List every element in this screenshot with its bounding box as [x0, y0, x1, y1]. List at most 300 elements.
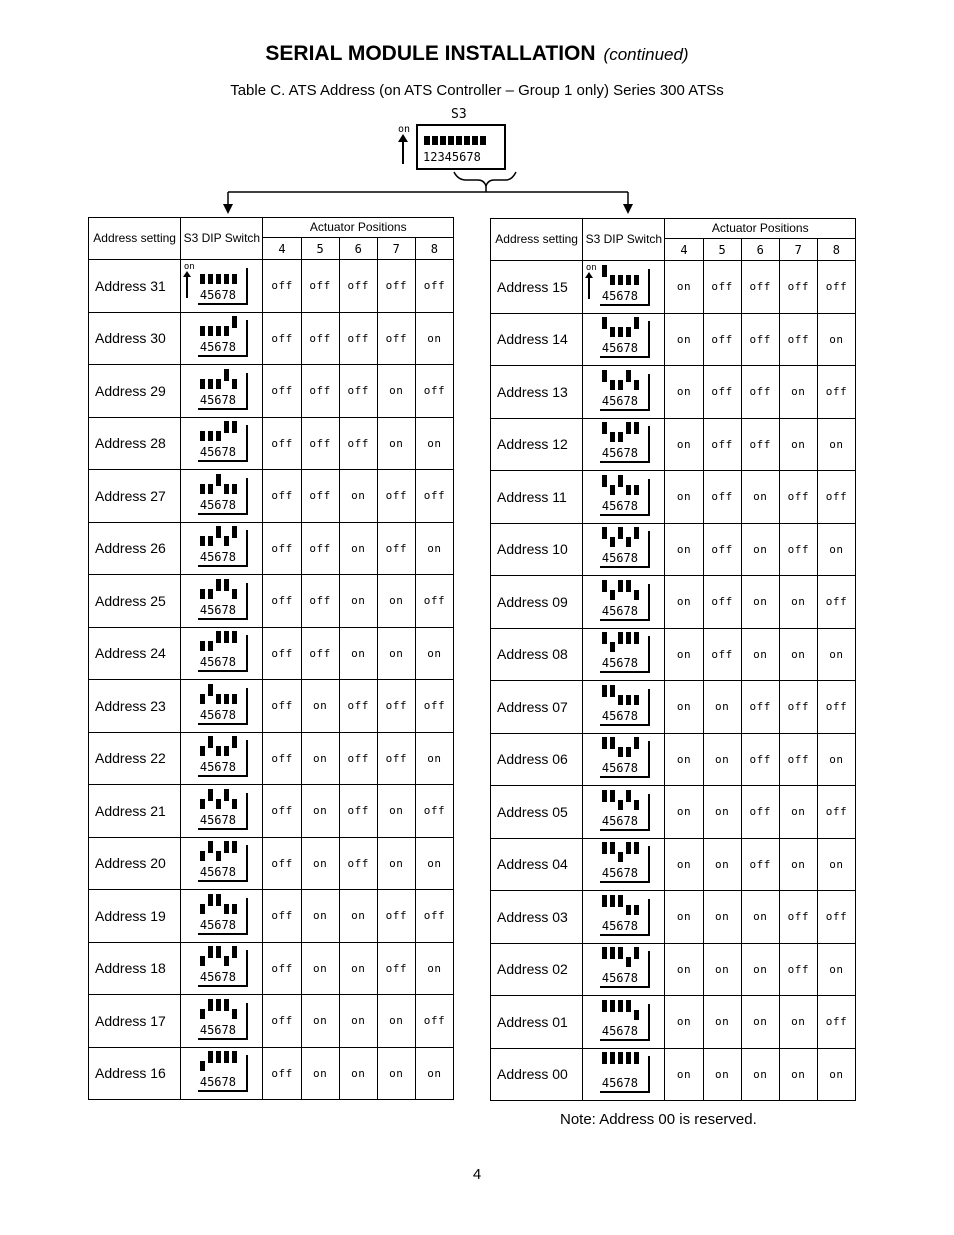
actuator-off	[200, 851, 205, 861]
dip-actuators	[200, 845, 237, 857]
actuator-position: on	[779, 418, 817, 471]
actuator-off	[634, 380, 639, 390]
address-table-right	[490, 218, 856, 1101]
actuator-on	[216, 474, 221, 486]
table-row	[89, 627, 454, 680]
address-label: Address 13	[491, 366, 583, 419]
actuator-on	[602, 842, 607, 854]
actuator-position: on	[703, 786, 741, 839]
actuator-position: on	[665, 523, 703, 576]
actuator-off	[224, 956, 229, 966]
actuator-position: off	[263, 942, 301, 995]
actuator-on	[224, 579, 229, 591]
actuator-on	[618, 632, 623, 644]
actuator-off	[634, 800, 639, 810]
actuator-on	[634, 317, 639, 329]
dip-numbers: 45678	[601, 603, 638, 618]
dip-switch-cell	[181, 995, 263, 1048]
dip-switch-cell	[583, 628, 665, 681]
actuator-on	[634, 947, 639, 959]
actuator-position: on	[339, 575, 377, 628]
dip-numbers: 45678	[601, 551, 638, 566]
table-row	[89, 890, 454, 943]
dip-numbers: 45678	[199, 392, 236, 407]
actuator-off	[626, 957, 631, 967]
table-row	[491, 786, 856, 839]
actuator-on	[208, 841, 213, 853]
actuator-position: off	[339, 732, 377, 785]
actuator-on	[208, 736, 213, 748]
actuator-off	[200, 799, 205, 809]
dip-numbers: 45678	[601, 498, 638, 513]
actuator-position: on	[301, 995, 339, 1048]
actuator-position: on	[301, 732, 339, 785]
dip-actuators	[602, 269, 639, 281]
dip-switch-cell	[181, 942, 263, 995]
actuator-off	[200, 956, 205, 966]
actuator-off	[610, 537, 615, 547]
dip-switch-icon	[598, 477, 650, 517]
actuator-off	[626, 695, 631, 705]
dip-switch-icon	[585, 262, 650, 307]
table-row	[491, 943, 856, 996]
actuator-position: on	[339, 995, 377, 1048]
header-address-setting: Address setting	[491, 219, 583, 261]
actuator-position: off	[779, 733, 817, 786]
actuator-position: off	[817, 891, 855, 944]
actuator-position: on	[377, 365, 415, 418]
actuator-off	[610, 642, 615, 652]
actuator-position: off	[817, 786, 855, 839]
header-column-7: 7	[779, 239, 817, 261]
actuator-position: off	[779, 681, 817, 734]
table-row	[491, 261, 856, 314]
actuator-position: off	[263, 365, 301, 418]
actuator-off	[216, 326, 221, 336]
actuator-position: off	[741, 418, 779, 471]
actuator-position: off	[263, 785, 301, 838]
dip-actuators	[602, 794, 639, 806]
actuator-position: on	[301, 785, 339, 838]
table-row	[491, 838, 856, 891]
actuator-position: off	[779, 471, 817, 524]
address-label: Address 11	[491, 471, 583, 524]
table-row	[491, 733, 856, 786]
dip-numbers: 45678	[601, 1023, 638, 1038]
actuator-off	[200, 904, 205, 914]
table-row	[491, 471, 856, 524]
actuator-position: off	[263, 260, 301, 313]
dip-numbers: 45678	[601, 1076, 638, 1091]
table-row	[491, 576, 856, 629]
actuator-on	[626, 580, 631, 592]
address-label: Address 30	[89, 312, 181, 365]
actuator-off	[224, 536, 229, 546]
dip-numbers: 45678	[199, 287, 236, 302]
actuator-on	[618, 1052, 623, 1064]
actuator-position: off	[703, 366, 741, 419]
actuator-on	[634, 527, 639, 539]
actuator-on	[232, 316, 237, 328]
dip-numbers: 45678	[199, 550, 236, 565]
actuator-on	[208, 946, 213, 958]
actuator-position: off	[741, 366, 779, 419]
actuator-on	[232, 1051, 237, 1063]
actuator-position: off	[263, 312, 301, 365]
page-number: 4	[472, 1166, 482, 1183]
address-label: Address 08	[491, 628, 583, 681]
actuator-position: on	[817, 1048, 855, 1101]
dip-actuators	[602, 584, 639, 596]
actuator-on	[634, 1052, 639, 1064]
actuator-off	[232, 379, 237, 389]
address-label: Address 31	[89, 260, 181, 313]
actuator-on	[610, 895, 615, 907]
actuator-position: on	[741, 996, 779, 1049]
actuator-off	[200, 484, 205, 494]
dip-switch-icon	[598, 634, 650, 674]
dip-switch-icon	[598, 949, 650, 989]
actuator-position: on	[779, 838, 817, 891]
actuator-position: off	[377, 470, 415, 523]
actuator-position: on	[415, 837, 453, 890]
dip-numbers: 45678	[601, 446, 638, 461]
dip-actuators	[602, 374, 639, 386]
dip-switch-icon	[196, 423, 248, 463]
actuator-off	[208, 431, 213, 441]
actuator-position: on	[665, 366, 703, 419]
actuator-position: off	[263, 417, 301, 470]
actuator-position: on	[741, 471, 779, 524]
actuator-off	[610, 432, 615, 442]
header-column-5: 5	[703, 239, 741, 261]
address-label: Address 01	[491, 996, 583, 1049]
actuator-off	[610, 380, 615, 390]
actuator-position: on	[817, 418, 855, 471]
actuator-position: off	[703, 523, 741, 576]
actuator-on	[602, 685, 607, 697]
actuator-position: off	[301, 470, 339, 523]
dip-switch-cell	[181, 260, 263, 313]
actuator-on	[634, 422, 639, 434]
actuator-position: on	[779, 786, 817, 839]
on-arrow-icon	[186, 276, 188, 298]
table-row	[491, 628, 856, 681]
dip-switch-icon	[196, 686, 248, 726]
actuator-on	[626, 422, 631, 434]
actuator-position: off	[377, 890, 415, 943]
address-label: Address 12	[491, 418, 583, 471]
actuator-position: off	[263, 522, 301, 575]
actuator-position: off	[703, 471, 741, 524]
dip-switch-icon	[196, 843, 248, 883]
actuator-position: on	[339, 627, 377, 680]
actuator-on	[618, 475, 623, 487]
actuator-position: off	[339, 417, 377, 470]
address-label: Address 00	[491, 1048, 583, 1101]
reserved-note: Note: Address 00 is reserved.	[560, 1111, 757, 1128]
actuator-off	[208, 484, 213, 494]
actuator-position: on	[741, 1048, 779, 1101]
actuator-position: off	[703, 261, 741, 314]
table-row	[89, 837, 454, 890]
dip-actuators	[602, 1004, 639, 1016]
actuator-off	[610, 275, 615, 285]
address-label: Address 09	[491, 576, 583, 629]
dip-actuators	[200, 950, 237, 962]
dip-switch-cell	[583, 313, 665, 366]
dip-switch-cell	[583, 681, 665, 734]
actuator-on	[610, 1052, 615, 1064]
table-row	[89, 1047, 454, 1100]
dip-numbers: 45678	[199, 655, 236, 670]
dip-switch-cell	[583, 838, 665, 891]
actuator-off	[618, 380, 623, 390]
actuator-on	[602, 580, 607, 592]
actuator-off	[626, 537, 631, 547]
actuator-position: on	[377, 1047, 415, 1100]
actuator-position: on	[703, 733, 741, 786]
actuator-off	[610, 327, 615, 337]
actuator-on	[216, 631, 221, 643]
dip-switch-cell	[181, 1047, 263, 1100]
actuator-off	[618, 432, 623, 442]
dip-numbers: 45678	[601, 761, 638, 776]
table-caption: Table C. ATS Address (on ATS Controller – Group 1 only) Series 300 ATSs	[230, 82, 724, 99]
address-label: Address 06	[491, 733, 583, 786]
actuator-on	[626, 1000, 631, 1012]
table-row	[89, 732, 454, 785]
actuator-on	[216, 526, 221, 538]
actuator-off	[200, 746, 205, 756]
dip-actuators	[602, 741, 639, 753]
header-column-4: 4	[665, 239, 703, 261]
actuator-on	[602, 527, 607, 539]
actuator-off	[224, 694, 229, 704]
actuator-off	[634, 695, 639, 705]
actuator-on	[602, 475, 607, 487]
actuator-on	[232, 526, 237, 538]
actuator-off	[200, 694, 205, 704]
s3-label: S3	[451, 107, 467, 122]
dip-switch-icon	[598, 582, 650, 622]
actuator-position: off	[301, 522, 339, 575]
dip-switch-cell	[181, 837, 263, 890]
actuator-position: on	[339, 522, 377, 575]
actuator-position: off	[263, 837, 301, 890]
dip-switch-icon	[598, 372, 650, 412]
address-label: Address 03	[491, 891, 583, 944]
actuator-position: off	[703, 313, 741, 366]
header-row	[491, 219, 856, 239]
address-label: Address 10	[491, 523, 583, 576]
on-arrow-icon	[402, 140, 404, 164]
actuator-on	[610, 790, 615, 802]
actuator-position: on	[377, 575, 415, 628]
s3-switch-body	[416, 124, 506, 170]
actuator-off	[232, 904, 237, 914]
actuator-off	[634, 590, 639, 600]
table-row	[89, 260, 454, 313]
dip-switch-cell	[583, 1048, 665, 1101]
address-label: Address 07	[491, 681, 583, 734]
actuator-position: off	[741, 261, 779, 314]
actuator-on	[602, 947, 607, 959]
actuator-position: on	[665, 838, 703, 891]
dip-numbers: 45678	[601, 393, 638, 408]
actuator-off	[618, 800, 623, 810]
actuator-on	[610, 842, 615, 854]
dip-numbers: 45678	[199, 970, 236, 985]
actuator-on	[216, 946, 221, 958]
dip-switch-icon	[196, 318, 248, 358]
dip-actuators	[200, 635, 237, 647]
actuator-off	[200, 641, 205, 651]
dip-switch-icon	[183, 261, 248, 306]
header-column-4: 4	[263, 238, 301, 260]
actuator-off	[200, 326, 205, 336]
actuator-position: off	[415, 260, 453, 313]
header-column-8: 8	[415, 238, 453, 260]
address-label: Address 25	[89, 575, 181, 628]
actuator-position: off	[741, 313, 779, 366]
header-dip-switch: S3 DIP Switch	[181, 218, 263, 260]
dip-switch-icon	[196, 896, 248, 936]
actuator-position: off	[263, 995, 301, 1048]
actuator-off	[208, 379, 213, 389]
actuator-position: off	[741, 838, 779, 891]
actuator-on	[626, 1052, 631, 1064]
dip-switch-cell	[583, 523, 665, 576]
dip-actuators	[602, 689, 639, 701]
actuator-off	[224, 904, 229, 914]
dip-actuators	[200, 320, 237, 332]
actuator-position: on	[741, 576, 779, 629]
title-suffix: (continued)	[603, 45, 689, 64]
actuator-on	[232, 946, 237, 958]
dip-switch-cell	[181, 522, 263, 575]
dip-actuators	[602, 846, 639, 858]
actuator-off	[200, 274, 205, 284]
actuator-on	[208, 999, 213, 1011]
dip-actuators	[200, 530, 237, 542]
actuator-on	[224, 631, 229, 643]
actuator-position: off	[741, 681, 779, 734]
actuator-position: on	[817, 523, 855, 576]
actuator-position: on	[377, 995, 415, 1048]
actuator-on	[602, 632, 607, 644]
actuator-off	[224, 274, 229, 284]
actuator-off	[200, 536, 205, 546]
actuator-off	[634, 275, 639, 285]
actuator-position: off	[263, 732, 301, 785]
dip-numbers: 45678	[601, 341, 638, 356]
actuator-off	[216, 694, 221, 704]
actuator-position: on	[377, 837, 415, 890]
actuator-on	[208, 894, 213, 906]
actuator-position: off	[377, 732, 415, 785]
actuator-off	[208, 589, 213, 599]
dip-actuators	[200, 688, 237, 700]
actuator-position: on	[817, 628, 855, 681]
actuator-on	[610, 947, 615, 959]
actuator-position: on	[817, 943, 855, 996]
dip-switch-cell	[181, 417, 263, 470]
actuator-on	[208, 1051, 213, 1063]
address-label: Address 23	[89, 680, 181, 733]
actuator-position: off	[779, 523, 817, 576]
actuator-on	[224, 999, 229, 1011]
actuator-position: off	[339, 312, 377, 365]
actuator-position: off	[339, 260, 377, 313]
actuator-position: off	[339, 785, 377, 838]
actuator-off	[626, 327, 631, 337]
actuator-off	[618, 275, 623, 285]
actuator-position: on	[415, 627, 453, 680]
dip-actuators	[200, 1055, 237, 1067]
dip-switch-icon	[196, 371, 248, 411]
actuator-on	[626, 632, 631, 644]
actuator-position: on	[301, 680, 339, 733]
actuator-position: on	[741, 628, 779, 681]
actuator-on	[618, 895, 623, 907]
actuator-position: on	[301, 942, 339, 995]
actuator-off	[634, 485, 639, 495]
dip-actuators	[200, 793, 237, 805]
actuator-position: on	[301, 890, 339, 943]
actuator-on	[634, 737, 639, 749]
actuator-on	[602, 1052, 607, 1064]
actuator-on	[602, 737, 607, 749]
actuator-position: off	[779, 943, 817, 996]
actuator-off	[200, 1061, 205, 1071]
actuator-position: off	[301, 365, 339, 418]
actuator-position: on	[665, 628, 703, 681]
actuator-on	[224, 1051, 229, 1063]
actuator-position: off	[377, 312, 415, 365]
actuator-position: off	[741, 786, 779, 839]
actuator-on	[216, 894, 221, 906]
dip-switch-icon	[598, 1002, 650, 1042]
actuator-position: off	[263, 627, 301, 680]
actuator-off	[610, 590, 615, 600]
actuator-position: off	[415, 680, 453, 733]
table-row	[89, 470, 454, 523]
address-label: Address 27	[89, 470, 181, 523]
actuator-off	[232, 694, 237, 704]
dip-switch-icon	[598, 687, 650, 727]
actuator-on	[618, 580, 623, 592]
actuator-off	[208, 326, 213, 336]
dip-actuators	[602, 479, 639, 491]
dip-actuators	[602, 1056, 639, 1068]
connector-lines	[220, 166, 640, 216]
actuator-off	[618, 852, 623, 862]
actuator-off	[232, 274, 237, 284]
dip-switch-cell	[583, 943, 665, 996]
dip-switch-icon	[598, 529, 650, 569]
dip-numbers: 45678	[199, 1022, 236, 1037]
dip-switch-icon	[598, 844, 650, 884]
actuator-position: off	[339, 365, 377, 418]
actuator-on	[610, 1000, 615, 1012]
actuator-position: on	[415, 417, 453, 470]
on-arrow-icon	[588, 277, 590, 299]
dip-switch-cell	[583, 471, 665, 524]
actuator-on	[610, 737, 615, 749]
actuator-on	[618, 947, 623, 959]
table-row	[89, 312, 454, 365]
